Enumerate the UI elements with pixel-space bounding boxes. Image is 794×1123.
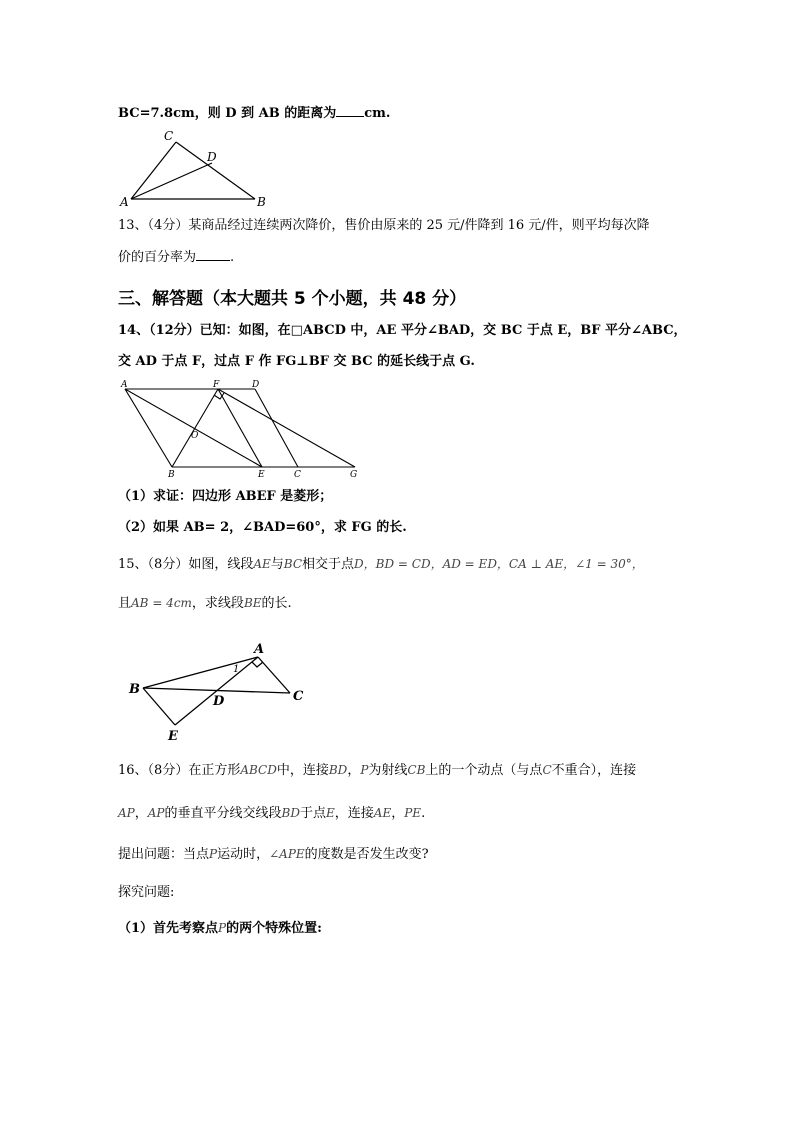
- q15-yu: 与: [270, 557, 284, 572]
- math-angle-APE: ∠APE: [269, 847, 305, 861]
- q16-q-b: 运动时，: [217, 847, 270, 862]
- math-BC: BC: [283, 557, 303, 571]
- label-A: A: [121, 380, 128, 390]
- q12-text-a: BC=7.8cm，则 D 到 AB 的距离为: [118, 106, 337, 121]
- q15-xj: 相交于点: [302, 557, 355, 572]
- segment-FG: [218, 389, 355, 467]
- label-B: B: [257, 195, 266, 209]
- q16-line1: [118, 761, 636, 780]
- segment-AC: [258, 657, 290, 693]
- label-F: F: [213, 380, 220, 390]
- segment-AC: [131, 142, 176, 199]
- q13-line1: 13、（4分）某商品经过连续两次降价，售价由原来的 25 元/件降到 16 元/件，则平均每次降: [118, 218, 650, 233]
- q15-line2-c: 的长.: [261, 596, 292, 611]
- math-AE: AE: [253, 557, 271, 571]
- q16-part1-b: 的两个特殊位置:: [226, 921, 322, 936]
- math-BD-2: BD: [281, 806, 300, 820]
- label-D: D: [207, 150, 217, 164]
- label-A: A: [120, 195, 129, 209]
- q16-line2-b: 的垂直平分线交线段: [164, 806, 282, 821]
- right-angle-mark: [252, 662, 263, 667]
- segment-BC: [143, 688, 290, 693]
- segment-BA: [143, 657, 258, 688]
- math-AP-2: AP: [147, 806, 165, 820]
- q16-line2: [118, 804, 425, 823]
- q16-line1-d: 为射线: [368, 763, 408, 778]
- q14-line1: 14、（12分）已知：如图，在□ABCD 中，AE 平分∠BAD，交 BC 于点 E，BF 平分∠ABC，: [118, 323, 687, 338]
- q16-line2-e: ，: [391, 806, 405, 821]
- q15-line2-a: 且: [118, 596, 132, 611]
- q13-line2b: .: [230, 250, 235, 265]
- q16-q-c: 的度数是否发生改变?: [304, 847, 429, 862]
- q16-line2-a: ，: [134, 806, 148, 821]
- label-C: C: [164, 129, 174, 143]
- q12-text-b: cm.: [364, 106, 391, 121]
- label-C: C: [293, 689, 304, 704]
- answer-blank: [196, 248, 230, 261]
- math-C: C: [542, 763, 552, 777]
- q16-line1-f: 不重合），连接: [551, 763, 637, 778]
- q16-line1-b: 中，连接: [276, 763, 329, 778]
- label-O: O: [191, 431, 199, 441]
- math-D: D: [354, 557, 364, 571]
- math-BD: BD: [328, 763, 348, 777]
- segment-AB: [125, 389, 172, 467]
- q14-part2: （2）如果 AB= 2，∠BAD=60°，求 FG 的长.: [118, 520, 407, 535]
- q16-line2-d: ，连接: [334, 806, 374, 821]
- segment-EA: [175, 657, 258, 725]
- segment-BF: [172, 389, 218, 467]
- math-P-3: P: [218, 921, 227, 935]
- math-P: P: [360, 763, 369, 777]
- q16-line1-e: 上的一个动点（与点: [425, 763, 543, 778]
- q15-line2: [118, 594, 292, 613]
- math-PE: PE: [404, 806, 422, 820]
- segment-FE: [218, 389, 262, 467]
- section-title: 三、解答题（本大题共 5 个小题，共 48 分）: [118, 289, 467, 309]
- math-AP: AP: [118, 806, 135, 820]
- q15-line1: [118, 555, 644, 574]
- q16-part1-a: （1）首先考察点: [118, 921, 219, 936]
- q16-line2-c: 于点: [299, 806, 326, 821]
- q16-line1-a: 16、（8分）在正方形: [118, 763, 241, 778]
- segment-CB: [176, 142, 255, 199]
- math-AE: AE: [373, 806, 392, 820]
- right-angle-mark: [214, 393, 224, 399]
- label-B: B: [168, 470, 175, 480]
- label-E: E: [258, 470, 265, 480]
- q15-conditions: ，BD = CD，AD = ED，CA ⊥ AE，∠1 = 30°，: [363, 557, 644, 571]
- q13-line2a: 价的百分率为: [118, 250, 197, 265]
- q14-part1: （1）求证：四边形 ABEF 是菱形；: [118, 489, 333, 504]
- q15-line2-b: ，求线段: [191, 596, 244, 611]
- q15-line1-a: 15、（8分）如图，线段: [118, 557, 254, 572]
- math-ABCD: ABCD: [240, 763, 277, 777]
- math-E: E: [326, 806, 335, 820]
- label-G: G: [350, 470, 358, 480]
- label-E: E: [168, 729, 178, 744]
- label-D: D: [252, 380, 260, 390]
- math-P-2: P: [209, 847, 218, 861]
- q16-part1: [118, 919, 322, 938]
- q14-line2: 交 AD 于点 F，过点 F 作 FG⊥BF 交 BC 的延长线于点 G.: [118, 354, 475, 369]
- label-C: C: [294, 470, 301, 480]
- segment-BE: [143, 688, 175, 725]
- segment-AE: [125, 389, 262, 467]
- q12-text: [118, 104, 390, 123]
- q13-line2: [118, 248, 234, 267]
- q16-line2-f: .: [421, 806, 426, 821]
- q16-question: [118, 845, 429, 864]
- math-BE: BE: [243, 596, 262, 610]
- label-1: 1: [233, 664, 240, 675]
- segment-DC: [255, 389, 298, 467]
- q16-q-a: 提出问题：当点: [118, 847, 210, 862]
- label-D: D: [213, 694, 225, 709]
- math-CB: CB: [407, 763, 426, 777]
- label-A: A: [254, 642, 265, 657]
- answer-blank: [336, 104, 364, 117]
- q16-explore: 探究问题:: [118, 885, 175, 900]
- q16-line1-c: ，: [347, 763, 361, 778]
- segment-AD: [131, 163, 212, 199]
- label-B: B: [129, 682, 140, 697]
- math-AB: AB = 4cm: [131, 596, 192, 610]
